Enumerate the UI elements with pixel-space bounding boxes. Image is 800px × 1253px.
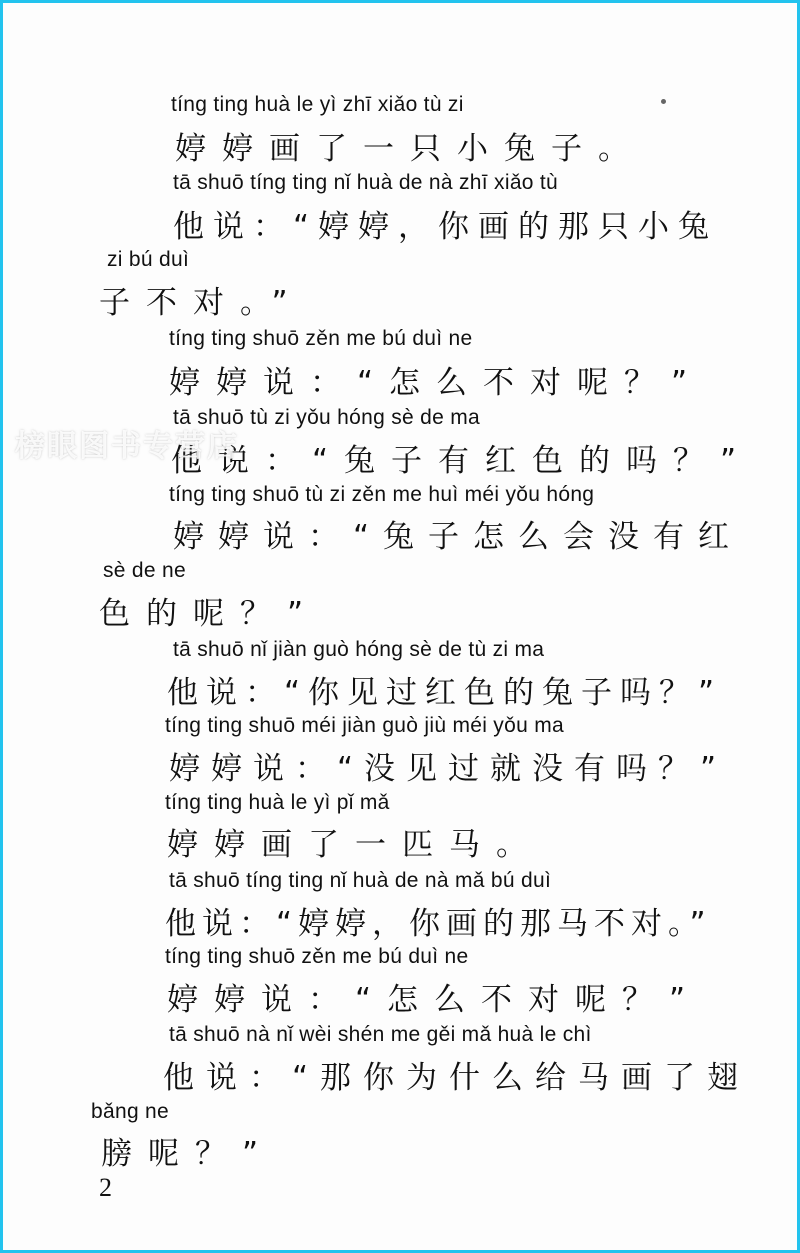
text-line: 婷婷说：“怎么不对呢？” <box>169 365 704 401</box>
pinyin-line: tíng ting shuō tù zi zěn me huì méi yǒu hóng <box>169 483 595 506</box>
shop-watermark: 榜眼图书专营店 <box>15 429 239 464</box>
text-line: 婷婷说：“怎么不对呢？” <box>167 982 702 1018</box>
text-line: 婷婷说：“兔子怎么会没有红 <box>173 519 744 555</box>
pinyin-line: tā shuō tíng ting nǐ huà de nà mǎ bú duì <box>169 869 552 892</box>
pinyin-line: tíng ting shuō méi jiàn guò jiù méi yǒu ma <box>165 714 564 737</box>
page-number: 2 <box>99 1173 112 1202</box>
text-line: 他说：“婷婷，你画的那马不对。” <box>165 906 712 942</box>
pinyin-line: tíng ting huà le yì pǐ mǎ <box>165 791 390 814</box>
pinyin-line: tíng ting shuō zěn me bú duì ne <box>169 327 473 350</box>
text-line: 膀呢？” <box>101 1136 275 1172</box>
pinyin-line: tā shuō tíng ting nǐ huà de nà zhī xiǎo tù <box>173 171 559 194</box>
pinyin-line: bǎng ne <box>91 1100 170 1123</box>
book-page <box>3 3 797 1250</box>
text-line: 他说：“那你为什么给马画了翅 <box>163 1060 751 1096</box>
text-line: 他说：“婷婷，你画的那只小兔 <box>173 209 719 245</box>
text-line: 他说：“你见过红色的兔子吗？” <box>167 675 723 711</box>
pinyin-line: tíng ting huà le yì zhī xiǎo tù zi <box>171 93 464 116</box>
text-line: 子不对。” <box>99 285 304 321</box>
print-speck <box>661 99 666 104</box>
text-line: 色的呢？” <box>99 596 320 632</box>
text-line: 婷婷画了一只小兔子。 <box>175 131 645 167</box>
pinyin-line: sè de ne <box>103 559 186 582</box>
pinyin-line: tā shuō nǐ jiàn guò hóng sè de tù zi ma <box>173 638 545 661</box>
pinyin-line: tā shuō tù zi yǒu hóng sè de ma <box>173 406 480 429</box>
text-line: 婷婷说：“没见过就没有吗？” <box>169 751 728 787</box>
text-line: 他说：“兔子有红色的吗？” <box>171 443 753 479</box>
text-line: 婷婷画了一匹马。 <box>167 827 543 863</box>
pinyin-line: zi bú duì <box>107 248 190 271</box>
pinyin-line: tíng ting shuō zěn me bú duì ne <box>165 945 469 968</box>
pinyin-line: tā shuō nà nǐ wèi shén me gěi mǎ huà le chì <box>169 1023 592 1046</box>
